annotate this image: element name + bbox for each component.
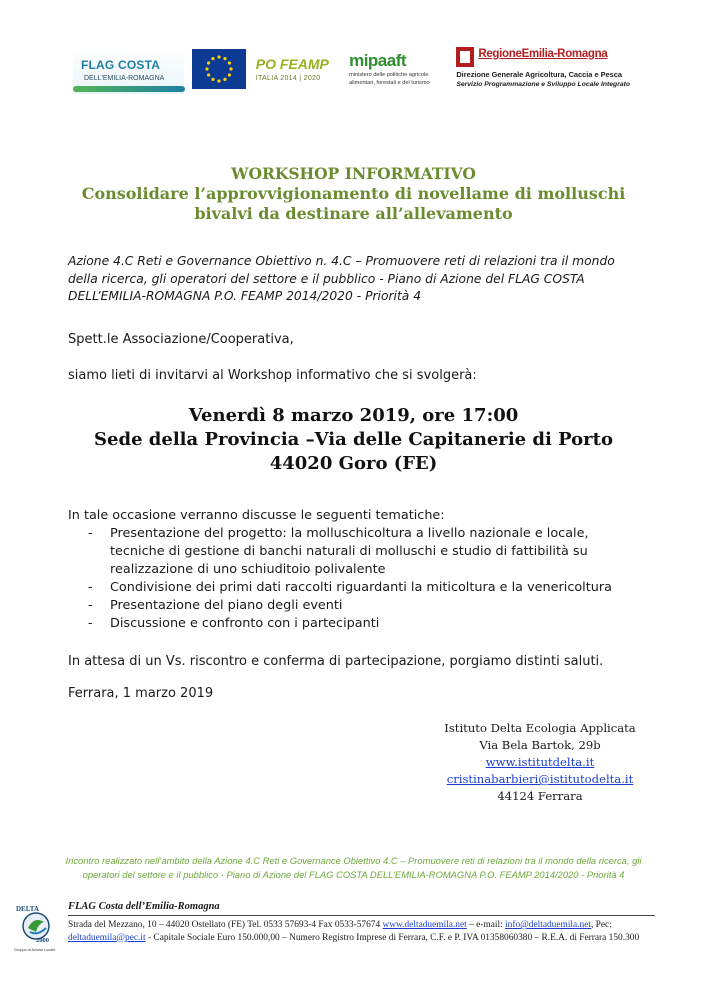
document-subtitle-line1: Consolidare l’approvvigionamento di novellame di molluschi (81, 184, 626, 203)
signature-block (440, 720, 640, 805)
footer-address: Strada del Mezzano, 10 – 44020 Ostellato (FE) Tel. 0533 57693-4 Fax 0533-57674 (68, 920, 381, 930)
delta-2000-logo (14, 902, 60, 958)
page-footer (68, 900, 655, 944)
topics-intro: In tale occasione verranno discusse le seguenti tematiche: (68, 508, 445, 523)
event-venue: Sede della Provincia –Via delle Capitanerie di Porto (94, 429, 613, 450)
topic-item (68, 525, 643, 579)
topic-line: - Presentazione del piano degli eventi (110, 598, 343, 613)
signature-website-link[interactable]: www.istitutdelta.it (485, 755, 595, 769)
signature-street: Via Bela Bartok, 29b (479, 738, 601, 752)
azione-line: della ricerca, gli operatori del settore e il pubblico - Piano di Azione del FLAG COSTA (68, 271, 585, 286)
event-city: 44020 Goro (FE) (269, 453, 438, 474)
mipaaft-logo (349, 51, 448, 87)
eu-flag-icon (192, 49, 246, 89)
regione-emilia-romagna-logo (456, 43, 631, 95)
flag-costa-logo (73, 48, 184, 94)
event-datetime: Venerdì 8 marzo 2019, ore 17:00 (188, 405, 519, 426)
footer-pec-link[interactable]: deltaduemila@pec.it (68, 932, 146, 943)
topic-item (68, 579, 643, 597)
footer-title: FLAG Costa dell’Emilia-Romagna (68, 901, 220, 912)
wave-icon (73, 86, 185, 92)
po-feamp-title: PO FEAMP (255, 56, 329, 72)
topic-item (68, 597, 643, 615)
document-title: WORKSHOP INFORMATIVO (231, 164, 476, 183)
footer-email-label: – e-mail: (466, 920, 506, 930)
signature-org: Istituto Delta Ecologia Applicata (444, 721, 636, 735)
topic-line: - Presentazione del progetto: la molluschicoltura a livello nazionale e locale, (110, 526, 589, 541)
invitation-intro: siamo lieti di invitarvi al Workshop informativo che si svolgerà: (68, 368, 477, 383)
signature-email-link[interactable]: cristinabarbieri@istitutodelta.it (446, 772, 634, 786)
delta-logo-sub: Gruppo di Azione Locale (14, 948, 56, 952)
topic-item (68, 615, 643, 633)
event-details (60, 404, 647, 476)
flag-logo-region: DELL'EMILIA-ROMAGNA (84, 75, 165, 82)
footer-registry-line (68, 932, 655, 945)
topic-line: - Discussione e confronto con i partecipanti (110, 616, 380, 631)
document-subtitle-line2: bivalvi da destinare all’allevamento (194, 204, 513, 223)
salutation: Spett.le Associazione/Cooperativa, (68, 332, 294, 347)
date-place: Ferrara, 1 marzo 2019 (68, 686, 214, 701)
regione-servizio: Servizio Programmazione e Sviluppo Locale Integrato (456, 81, 631, 88)
mipaaft-line1: ministero delle politiche agricole (349, 72, 429, 78)
po-feamp-logo (256, 56, 343, 82)
topic-line: realizzazione di uno schiuditoio polivalente (110, 562, 386, 577)
flag-logo-name: FLAG COSTA (81, 58, 161, 72)
document-title-block (60, 164, 647, 224)
footer-registry: - Capitale Sociale Euro 150.000,00 – Numero Registro Imprese di Ferrara, C.F. e P. IVA 01358060380 – R.E.A. di Ferrara 150.300 (145, 932, 640, 943)
footer-divider (68, 915, 655, 916)
regione-title: RegioneEmilia-Romagna (478, 48, 608, 60)
logo-strip (73, 38, 631, 100)
footer-pec-label: , Pec: (590, 920, 612, 930)
azione-line: Azione 4.C Reti e Governance Obiettivo n. 4.C – Promuovere reti di relazioni tra il mondo (68, 254, 615, 268)
regione-mark-icon (456, 47, 474, 67)
topics-section (68, 507, 643, 633)
po-feamp-subtitle: ITALIA 2014 | 2020 (255, 75, 321, 82)
footer-note-line: Incontro realizzato nell’ambito della Azione 4.C Reti e Governance Obiettivo 4.C – Promuovere reti di relazioni tra il mondo della ricerca, gli (65, 855, 642, 866)
regione-direzione: Direzione Generale Agricoltura, Caccia e Pesca (456, 70, 622, 79)
topics-list (68, 525, 643, 633)
footer-address-line (68, 919, 655, 932)
signature-city: 44124 Ferrara (497, 789, 583, 803)
delta-logo-top: DELTA (16, 905, 39, 913)
footer-note-line: operatori del settore e il pubblico - Piano di Azione del FLAG COSTA DELL’EMILIA-ROMAGNA P.O. FEAMP 2014/2020 - Priorità 4 (82, 869, 625, 880)
mipaaft-title: mipaaft (349, 51, 407, 70)
mipaaft-line2: alimentari, forestali e del turismo (349, 80, 430, 86)
delta-logo-year: 2000 (36, 937, 49, 944)
footer-website-link[interactable]: www.deltaduemila.net (382, 920, 467, 930)
footer-email-link[interactable]: info@deltaduemila.net (505, 920, 591, 930)
closing-line: In attesa di un Vs. riscontro e conferma di partecipazione, porgiamo distinti saluti. (68, 654, 604, 669)
topic-line: - Condivisione dei primi dati raccolti riguardanti la miticoltura e la venericoltura (110, 580, 612, 595)
azione-line: DELL’EMILIA-ROMAGNA P.O. FEAMP 2014/2020 - Priorità 4 (68, 289, 422, 303)
topic-line: tecniche di gestione di banchi naturali di molluschi e studio di fattibilità su (110, 544, 588, 559)
footer-funding-note (28, 854, 679, 882)
azione-paragraph (68, 253, 640, 306)
